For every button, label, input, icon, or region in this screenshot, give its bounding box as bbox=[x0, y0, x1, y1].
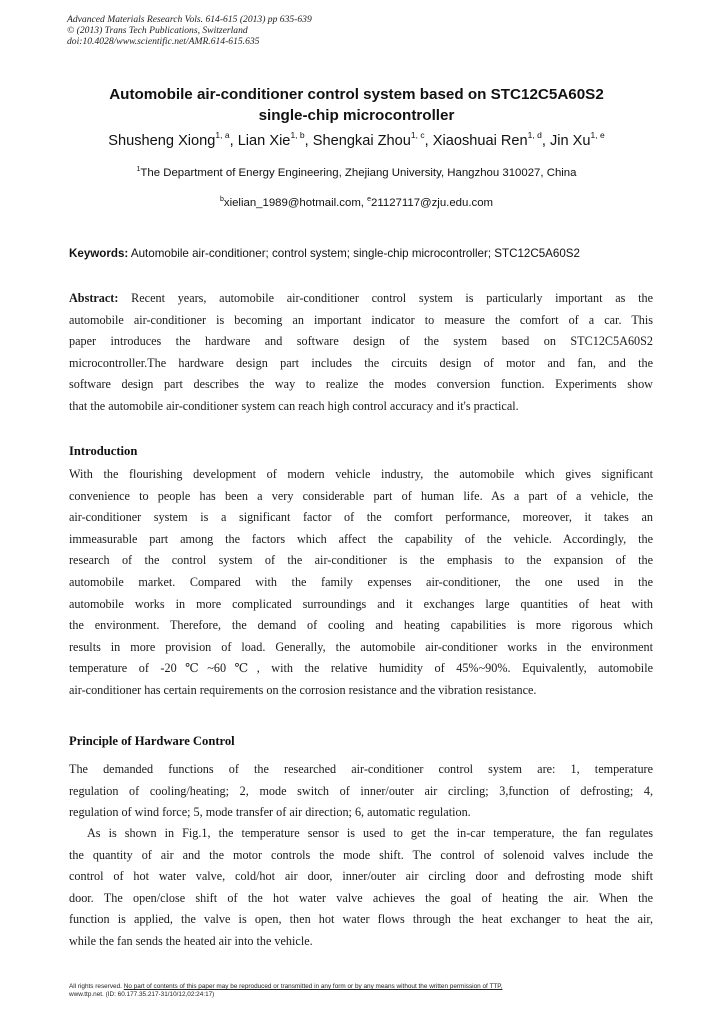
email-sup: e bbox=[367, 196, 372, 203]
abstract-line: paper introduces the hardware and software design of the system based on STC12C5A60S2 bbox=[69, 334, 653, 349]
body-line: air-conditioner system is a significant factor of the comfort performance, moreover, it takes an bbox=[69, 510, 653, 525]
body-line: research of the control system of the air-conditioner is the emphasis to the expansion of the bbox=[69, 553, 653, 568]
title-line-1: Automobile air-conditioner control system based on STC12C5A60S2 bbox=[109, 86, 604, 103]
body-line: As is shown in Fig.1, the temperature sensor is used to get the in-car temperature, the fan regulates bbox=[87, 826, 653, 840]
title-line-2: single-chip microcontroller bbox=[258, 107, 455, 124]
author-emails bbox=[30, 195, 683, 211]
keywords bbox=[69, 246, 659, 262]
body-line: temperature of -20℃~60℃, with the relative humidity of 45%~90%. Equivalently, automobile bbox=[69, 661, 653, 676]
body-line: while the fan sends the heated air into the vehicle. bbox=[69, 933, 313, 948]
author-list: Shusheng Xiong$^{1, a}$, Lian Xie$^{1, b}$, Shengkai Zhou$^{1, c}$, Xiaoshuai Ren$^{1, d}$, Jin Xu$^{1, e}$ bbox=[108, 130, 605, 149]
body-line: immeasurable part among the factors which affect the capability of the vehicle. Accordingly, the bbox=[69, 531, 653, 546]
hardware-paragraph-2 bbox=[69, 823, 653, 953]
author-name: Shengkai Zhou bbox=[312, 133, 411, 149]
doi-line[interactable]: doi:10.4028/www.scientific.net/AMR.614-615.635 bbox=[67, 36, 260, 47]
body-line: air-conditioner has certain requirements on the corrosion resistance and the vibration resistance. bbox=[69, 682, 537, 697]
abstract-label: Abstract: bbox=[69, 291, 119, 305]
affiliation-sup: 1 bbox=[136, 166, 141, 173]
author-affil-sup: 1, e bbox=[590, 130, 605, 140]
author-name: Lian Xie bbox=[237, 133, 291, 149]
body-line: With the flourishing development of modern vehicle industry, the automobile which gives significant bbox=[69, 467, 653, 481]
introduction-body bbox=[69, 464, 653, 702]
hardware-paragraph-1 bbox=[69, 759, 653, 824]
body-line: regulation of wind force; 5, mode transfer of air direction; 6, automatic regulation. bbox=[69, 805, 471, 820]
section-heading-hardware: Principle of Hardware Control bbox=[69, 734, 235, 748]
abstract-line bbox=[69, 288, 653, 310]
email-link[interactable]: 21127117@zju.edu.com bbox=[371, 197, 494, 209]
email-link[interactable]: xielian_1989@hotmail.com, bbox=[223, 197, 368, 209]
author-name: Jin Xu bbox=[549, 133, 591, 149]
journal-header bbox=[67, 14, 627, 47]
abstract-text: Recent years, automobile air-conditioner control system is particularly important as the bbox=[118, 291, 653, 305]
body-line: regulation of cooling/heating; 2, mode switch of inner/outer air circling; 3,function of defrosting; 4, bbox=[69, 783, 653, 798]
email-sup: b bbox=[219, 196, 224, 203]
copyright-footer bbox=[69, 983, 659, 999]
body-line: automobile market. Compared with the family expenses air-conditioner, the one used in the bbox=[69, 574, 653, 589]
copyright-line: © (2013) Trans Tech Publications, Switzerland bbox=[67, 25, 248, 36]
keywords-text: Automobile air-conditioner; control system; single-chip microcontroller; STC12C5A60S2 bbox=[128, 247, 580, 260]
abstract bbox=[69, 288, 653, 418]
abstract-line: microcontroller.The hardware design part includes the circuits design of motor and fan, and the bbox=[69, 355, 653, 370]
abstract-line: that the automobile air-conditioner system can reach high control accuracy and it's practical. bbox=[69, 398, 519, 413]
section-heading-introduction: Introduction bbox=[69, 444, 138, 458]
journal-citation: Advanced Materials Research Vols. 614-615 (2013) pp 635-639 bbox=[67, 14, 312, 25]
keywords-label: Keywords: bbox=[69, 247, 129, 260]
body-line: function is applied, the valve is open, then hot water flows through the heat exchanger to heat the air, bbox=[69, 912, 653, 927]
body-line: results in more provision of load. Generally, the automobile air-conditioner works in the environment bbox=[69, 639, 653, 654]
author-affil-sup: 1, a bbox=[215, 130, 230, 140]
body-line: The demanded functions of the researched air-conditioner control system are: 1, temperature bbox=[69, 762, 653, 776]
footer-line-1 bbox=[69, 983, 659, 991]
footer-line-2: www.ttp.net. (ID: 60.177.35.217-31/10/12,02:24:17) bbox=[69, 991, 215, 998]
body-line: the environment. Therefore, the demand of cooling and heating capabilities is more rigorous which bbox=[69, 618, 653, 633]
abstract-line: software design part describes the way to realize the modes conversion function. Experiments show bbox=[69, 377, 653, 392]
author-name: Xiaoshuai Ren bbox=[432, 133, 528, 149]
author-affil-sup: 1, c bbox=[410, 130, 425, 140]
body-line: automobile works in more complicated surroundings and it exchanges large quantities of heat with bbox=[69, 596, 653, 611]
abstract-line: automobile air-conditioner is becoming an important indicator to measure the comfort of a car. This bbox=[69, 312, 653, 327]
author-affil-sup: 1, d bbox=[527, 130, 542, 140]
footer-rights: All rights reserved. bbox=[69, 983, 124, 990]
body-line: the quantity of air and the motor controls the mode shift. The control of solenoid valves include the bbox=[69, 847, 653, 862]
affiliation bbox=[30, 165, 683, 181]
author-name: Shusheng Xiong bbox=[108, 133, 216, 149]
footer-permission-notice: No part of contents of this paper may be reproduced or transmitted in any form or by any means without the written permission of TTP, bbox=[123, 983, 503, 990]
body-line: convenience to people has been a very considerable part of human life. As a part of a vehicle, the bbox=[69, 488, 653, 503]
affiliation-text: The Department of Energy Engineering, Zhejiang University, Hangzhou 310027, China bbox=[140, 167, 577, 179]
author-affil-sup: 1, b bbox=[290, 130, 305, 140]
body-line: control of hot water valve, cold/hot air door, inner/outer air circling door and defrosting mode shift bbox=[69, 869, 653, 884]
body-line: door. The open/close shift of the hot water valve achieves the goal of heating the air. When the bbox=[69, 890, 653, 905]
paper-title bbox=[40, 84, 673, 126]
